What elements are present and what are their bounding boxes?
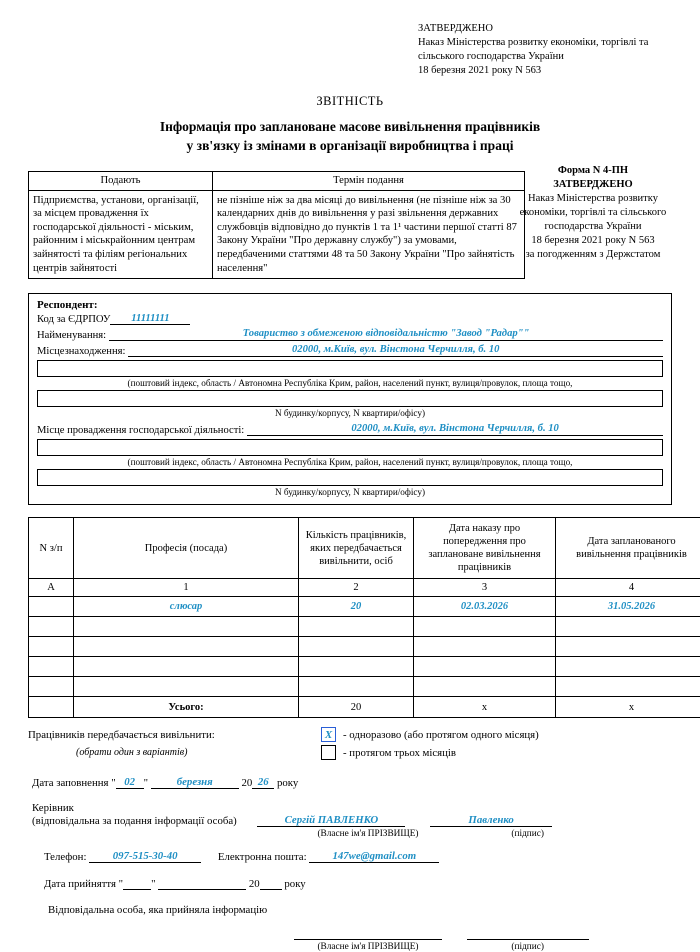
col-header-count: Кількість працівників, яких передбачається вивільнити, осіб (299, 518, 414, 579)
head-name-input[interactable]: Сергій ПАВЛЕНКО (257, 814, 405, 827)
total-order-date: x (414, 697, 556, 718)
accept-date-label: Дата прийняття " (44, 878, 123, 890)
table-header-row (29, 518, 700, 579)
head-row (32, 814, 672, 827)
cell-submitters: Підприємства, установи, організації, за місцем провадження їх господарської діяльності - міським, районним і міськрайонним центрам зайнятості та філіям регіональних центрів зайнятості (29, 190, 213, 279)
table-total-row (29, 697, 700, 718)
cell-deadline: не пізніше ніж за два місяці до вивільнення (не пізніше ніж за 30 календарних днів до вивільнення у разі звільнення державних службовців відповідно до пунктів 1 та 1¹ частини першої статті 87 Закону України "Про державну службу") за умовами, передбаченими статтями 48 та 50 Закону України "Про зайнятість населення" (213, 190, 525, 279)
total-count: 20 (299, 697, 414, 718)
fill-date-label: Дата заповнення " (32, 777, 116, 789)
name-input[interactable]: Товариство з обмеженою відповідальністю "Завод "Радар"" (109, 327, 663, 341)
num-2: 2 (299, 579, 414, 597)
release-option-row-2 (28, 745, 672, 760)
col-header-release-date: Дата запланованого вивільнення працівників (556, 518, 700, 579)
responsible-sign-row (294, 928, 672, 940)
checkbox-one-time[interactable]: X (321, 727, 336, 742)
address-caption-1: (поштовий індекс, область / Автономна Республіка Крим, район, населений пункт, вулиця/провулок, площа тощо, (37, 378, 663, 388)
activity-input[interactable]: 02000, м.Київ, вул. Вінстона Черчилля, б. 10 (247, 422, 663, 436)
head-label-row (32, 802, 672, 814)
fill-year-input[interactable]: 26 (252, 776, 274, 789)
form-order: Наказ Міністерства розвитку економіки, торгівлі та сільського господарства України (508, 192, 678, 234)
sign-caption-2: (підпис) (467, 942, 589, 952)
num-4: 4 (556, 579, 700, 597)
activity-building-line[interactable] (37, 469, 663, 486)
form-approval-block (508, 164, 678, 262)
table-row[interactable] (29, 617, 700, 637)
responsible-row (48, 904, 672, 916)
table-row (29, 190, 525, 279)
own-name-caption: (Власне ім'я ПРІЗВИЩЕ) (294, 829, 442, 839)
phone-input[interactable]: 097-515-30-40 (89, 850, 201, 863)
head-captions (294, 827, 672, 839)
total-release-date: x (556, 697, 700, 718)
table-header-row (29, 172, 525, 191)
email-label: Електронна пошта: (218, 851, 307, 863)
num-a: А (29, 579, 74, 597)
respondent-box (28, 293, 672, 505)
heading-line-2: у зв'язку із змінами в організації виробництва і праці (28, 136, 672, 155)
footer-section (28, 727, 672, 952)
option-one-time-label: - одноразово (або протягом одного місяця) (343, 729, 539, 741)
release-label: Працівників передбачається вивільнити: (28, 729, 215, 741)
table-row[interactable] (29, 677, 700, 697)
header-submitters: Подають (29, 172, 213, 191)
accept-year-prefix: 20 (249, 878, 260, 890)
table-numbering-row (29, 579, 700, 597)
form-number: Форма N 4-ПН (508, 164, 678, 178)
cell-count[interactable]: 20 (299, 597, 414, 617)
col-header-profession: Професія (посада) (74, 518, 299, 579)
release-option-row-1 (28, 727, 672, 742)
fill-year-prefix: 20 (241, 777, 252, 789)
responsible-label: Відповідальна особа, яка прийняла інформацію (48, 904, 267, 916)
fill-day-input[interactable]: 02 (116, 776, 144, 789)
cell-order-date[interactable]: 02.03.2026 (414, 597, 556, 617)
head-label: Керівник (32, 802, 74, 814)
fill-month-input[interactable]: березня (151, 776, 239, 789)
document-heading (28, 117, 672, 155)
activity-extra-line[interactable] (37, 439, 663, 456)
approval-line1: ЗАТВЕРДЖЕНО (418, 22, 672, 36)
location-label: Місцезнаходження: (37, 346, 125, 357)
checkbox-three-months[interactable] (321, 745, 336, 760)
option-three-months-label: - протягом трьох місяців (343, 747, 456, 759)
building-caption-1: N будинку/корпусу, N квартири/офісу) (37, 408, 663, 418)
name-label: Найменування: (37, 330, 106, 341)
fill-year-suffix: року (277, 777, 298, 789)
approval-line2: Наказ Міністерства розвитку економіки, торгівлі та сільського господарства України (418, 36, 676, 64)
responsible-captions (294, 940, 672, 952)
sign-caption: (підпис) (467, 829, 589, 839)
phone-label: Телефон: (44, 851, 86, 863)
fill-date-row: Дата заповнення " 02 " березня 20 26 року (32, 776, 672, 789)
activity-label: Місце провадження господарської діяльності: (37, 425, 244, 436)
address-caption-2: (поштовий індекс, область / Автономна Республіка Крим, район, населений пункт, вулиця/провулок, площа тощо, (37, 457, 663, 467)
col-header-order-date: Дата наказу про попередження про заплановане вивільнення працівників (414, 518, 556, 579)
accept-day-input[interactable] (123, 889, 151, 890)
accept-date-row: Дата прийняття " " 20 року (44, 878, 672, 890)
location-extra-line[interactable] (37, 360, 663, 377)
table-row[interactable] (29, 597, 700, 617)
col-header-no: N з/п (29, 518, 74, 579)
contacts-row (44, 850, 672, 863)
building-extra-line[interactable] (37, 390, 663, 407)
approval-line3: 18 березня 2021 року N 563 (418, 64, 672, 78)
header-deadline: Термін подання (213, 172, 525, 191)
cell-release-date[interactable]: 31.05.2026 (556, 597, 700, 617)
location-row (37, 343, 663, 357)
email-input[interactable]: 147we@gmail.com (309, 850, 439, 863)
total-label: Усього: (74, 697, 299, 718)
heading-line-1: Інформація про заплановане масове вивільнення працівників (28, 117, 672, 136)
table-row[interactable] (29, 637, 700, 657)
respondent-title: Респондент: (37, 299, 663, 311)
cell-no[interactable] (29, 597, 74, 617)
accept-year-suffix: року (284, 878, 305, 890)
employees-table (28, 517, 700, 718)
accept-year-input[interactable] (260, 889, 282, 890)
table-row[interactable] (29, 657, 700, 677)
submission-info-table (28, 171, 525, 279)
form-order-date: 18 березня 2021 року N 563 (508, 234, 678, 248)
num-3: 3 (414, 579, 556, 597)
choose-note: (обрати один з варіантів) (76, 747, 187, 758)
approval-block (418, 22, 672, 78)
name-row (37, 327, 663, 341)
head-sign-input[interactable]: Павленко (430, 814, 552, 827)
activity-row (37, 422, 663, 436)
accept-month-input[interactable] (158, 889, 246, 890)
edrpou-input[interactable]: 11111111 (110, 313, 190, 325)
form-agreed: за погодженням з Держстатом (508, 248, 678, 262)
edrpou-label: Код за ЄДРПОУ (37, 314, 110, 325)
building-caption-2: N будинку/корпусу, N квартири/офісу) (37, 487, 663, 497)
head-sub-label: (відповідальна за подання інформації особа) (32, 815, 237, 827)
cell-profession[interactable]: слюсар (74, 597, 299, 617)
own-name-caption-2: (Власне ім'я ПРІЗВИЩЕ) (294, 942, 442, 952)
document-title: ЗВІТНІСТЬ (28, 94, 672, 109)
edrpou-row (37, 313, 663, 325)
num-1: 1 (74, 579, 299, 597)
location-input[interactable]: 02000, м.Київ, вул. Вінстона Черчилля, б. 10 (128, 343, 663, 357)
form-approved-label: ЗАТВЕРДЖЕНО (508, 178, 678, 192)
